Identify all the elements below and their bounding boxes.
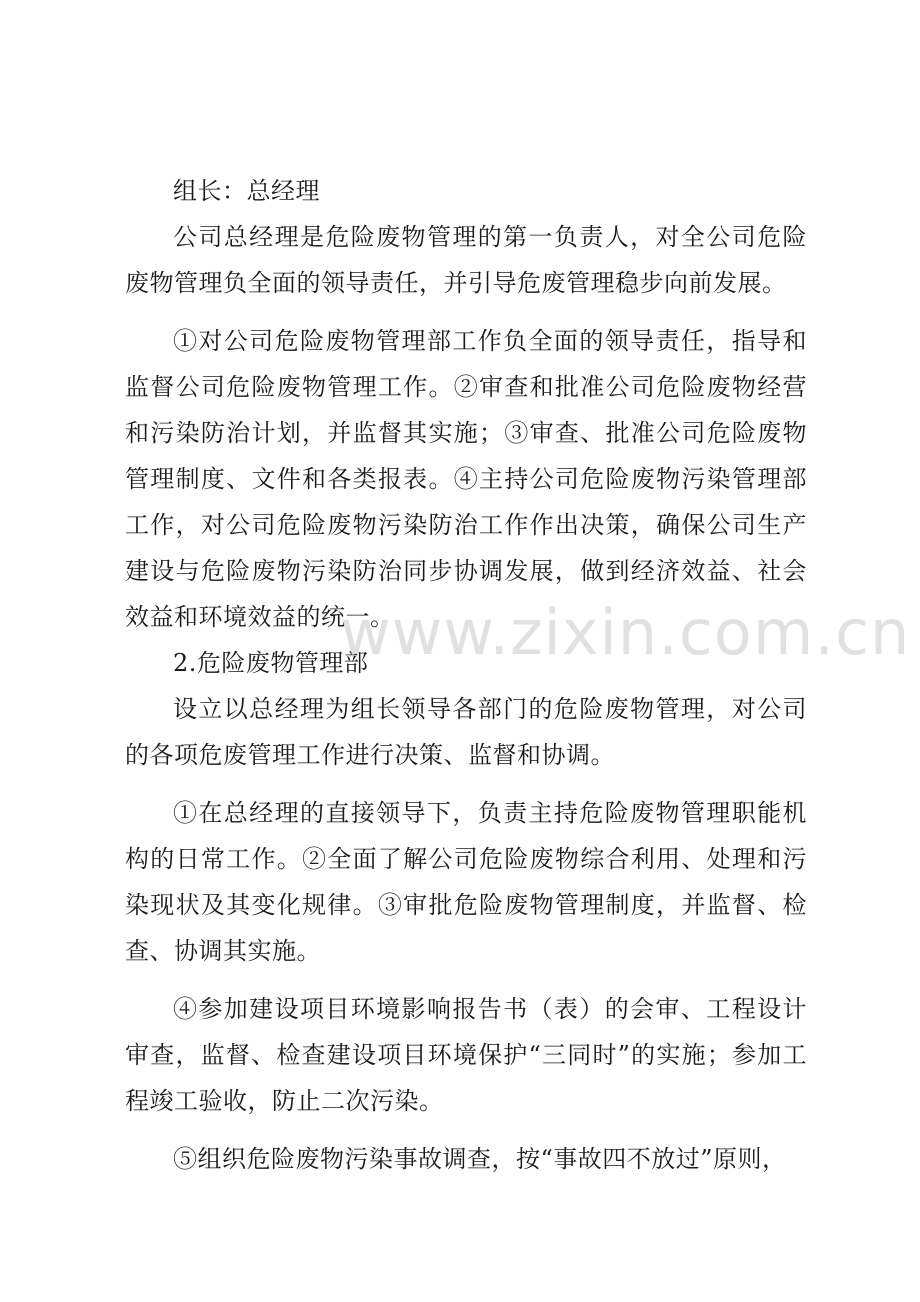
paragraph-department-duties-2: ④参加建设项目环境影响报告书（表）的会审、工程设计审查，监督、检查建设项目环境保护“三同时”的实施；参加工程竣工验收，防止二次污染。 (125, 995, 807, 1115)
paragraph-group-leader: 组长：总经理 (173, 177, 320, 205)
paragraph-department-duties-1: ①在总经理的直接领导下，负责主持危险废物管理职能机构的日常工作。②全面了解公司危险废物综合利用、处理和污染现状及其变化规律。③审批危险废物管理制度，并监督、检查、协调其实施。 (125, 799, 807, 965)
paragraph-general-manager-duties: ①对公司危险废物管理部工作负全面的领导责任，指导和监督公司危险废物管理工作。②审查和批准公司危险废物经营和污染防治计划，并监督其实施；③审查、批准公司危险废物管理制度、文件和各类报表。④主持公司危险废物污染管理部工作，对公司危险废物污染防治工作作出决策，确保公司生产建设与危险废物污染防治同步协调发展，做到经济效益、社会效益和环境效益的统一。 (125, 327, 807, 631)
paragraph-department-setup: 设立以总经理为组长领导各部门的危险废物管理，对公司的各项危废管理工作进行决策、监督和协调。 (125, 695, 807, 769)
paragraph-department-duties-3: ⑤组织危险废物污染事故调查，按“事故四不放过”原则， (173, 1145, 787, 1173)
watermark: www.zixin.com.cn (340, 596, 911, 669)
paragraph-section-heading: 2.危险废物管理部 (173, 649, 369, 677)
paragraph-general-manager-role: 公司总经理是危险废物管理的第一负责人，对全公司危险废物管理负全面的领导责任，并引导危废管理稳步向前发展。 (125, 223, 807, 297)
document-body (125, 168, 807, 1182)
